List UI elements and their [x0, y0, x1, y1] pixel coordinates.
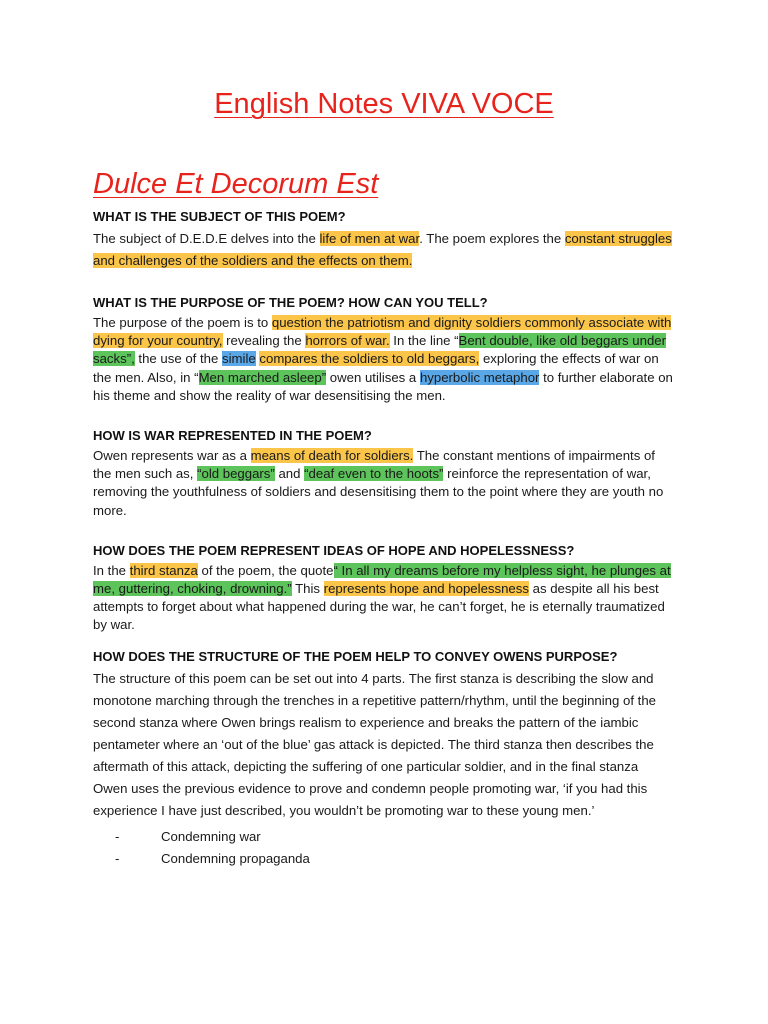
text-run: This — [291, 581, 324, 597]
list-item-text: Condemning war — [161, 828, 261, 844]
highlighted-text: represents hope and hopelessness — [323, 581, 529, 597]
text-run: of the poem, the quote — [197, 562, 334, 578]
text-run: The purpose of the poem is to — [93, 315, 272, 330]
section-structure — [93, 648, 673, 870]
highlighted-text: Bent double, like old beggars under sacks”, — [93, 333, 667, 367]
notes-content — [93, 208, 673, 870]
answer-paragraph — [93, 562, 673, 635]
bullet-list — [93, 826, 673, 870]
highlighted-text: constant struggles and challenges of the soldiers and the effects on them. — [93, 231, 672, 268]
document-title: English Notes VIVA VOCE — [214, 88, 554, 120]
section-war-represented — [93, 427, 673, 520]
answer-paragraph — [93, 314, 673, 405]
highlighted-text: question the patriotism and dignity soldiers commonly associate with dying for your country, — [93, 315, 672, 349]
text-run: as despite all his best attempts to forget about what happened during the war, he can’t forget, he is eternally traumatized by war. — [93, 581, 665, 633]
question-heading: WHAT IS THE SUBJECT OF THIS POEM? — [93, 209, 346, 224]
text-run: . The poem explores the — [419, 231, 565, 246]
question-heading: HOW IS WAR REPRESENTED IN THE POEM? — [93, 428, 372, 444]
text-run: owen utilises a — [326, 369, 420, 385]
list-item — [115, 826, 673, 848]
highlighted-text: horrors of war. — [305, 333, 390, 349]
text-run: the use of the — [134, 351, 223, 367]
highlighted-text: life of men at war — [319, 231, 420, 246]
text-run: The subject of D.E.D.E delves into the — [93, 231, 320, 246]
section-purpose — [93, 294, 673, 405]
highlighted-text: compares the soldiers to old beggars, — [259, 351, 480, 367]
text-run: to further elaborate on his theme and show the reality of war desensitising the men. — [93, 369, 673, 403]
text-run: revealing the — [222, 333, 306, 349]
text-run: and — [274, 466, 305, 482]
question-heading: HOW DOES THE POEM REPRESENT IDEAS OF HOPE AND HOPELESSNESS? — [93, 542, 575, 558]
answer-paragraph — [93, 228, 673, 272]
text-run: Owen represents war as a — [93, 448, 251, 464]
list-item-text: Condemning propaganda — [161, 850, 310, 866]
section-hope — [93, 542, 673, 635]
highlighted-text: Men marched asleep” — [198, 369, 327, 385]
poem-title: Dulce Et Decorum Est — [93, 168, 379, 200]
section-subject — [93, 208, 673, 272]
bullet-dash: - — [115, 828, 120, 844]
text-run: The structure of this poem can be set out into 4 parts. The first stanza is describing the slow and monotone marching through the trenches in a repetitive pattern/rhythm, until the beginning of the second stanza where Owen brings realism to experience and breaks the pattern of the iambic pentameter where an ‘out of the blue’ gas attack is depicted. The third stanza then describes the aftermath of this attack, depicting the suffering of one particular soldier, and in the final stanza Owen uses the previous evidence to prove and condemn people promoting war, ‘if you had this experience I have just described, you wouldn’t be promoting war to these young men.’ — [93, 670, 657, 818]
question-heading: WHAT IS THE PURPOSE OF THE POEM? HOW CAN YOU TELL? — [93, 295, 488, 310]
highlighted-text: simile — [222, 351, 256, 367]
list-item — [115, 848, 673, 870]
highlighted-text: means of death for soldiers. — [250, 448, 414, 464]
question-heading: HOW DOES THE STRUCTURE OF THE POEM HELP TO CONVEY OWENS PURPOSE? — [93, 648, 618, 664]
highlighted-text: “ In all my dreams before my helpless sight, he plunges at me, guttering, choking, drowning.” — [93, 562, 671, 597]
text-run: In the — [93, 562, 130, 578]
answer-paragraph — [93, 668, 673, 822]
text-run: exploring the effects of war on the men. Also, in “ — [93, 351, 659, 385]
highlighted-text: “deaf even to the hoots” — [304, 466, 444, 482]
answer-paragraph — [93, 447, 673, 520]
text-run: The constant mentions of impairments of the men such as, — [93, 448, 655, 482]
highlighted-text: hyperbolic metaphor — [419, 369, 540, 385]
bullet-dash: - — [115, 850, 120, 866]
highlighted-text: third stanza — [129, 562, 198, 578]
text-run: In the line “ — [389, 333, 459, 349]
highlighted-text: “old beggars” — [197, 466, 275, 482]
text-run: reinforce the representation of war, removing the youthfulness of soldiers and desensitising them to the point where they are youth no more. — [93, 466, 664, 518]
